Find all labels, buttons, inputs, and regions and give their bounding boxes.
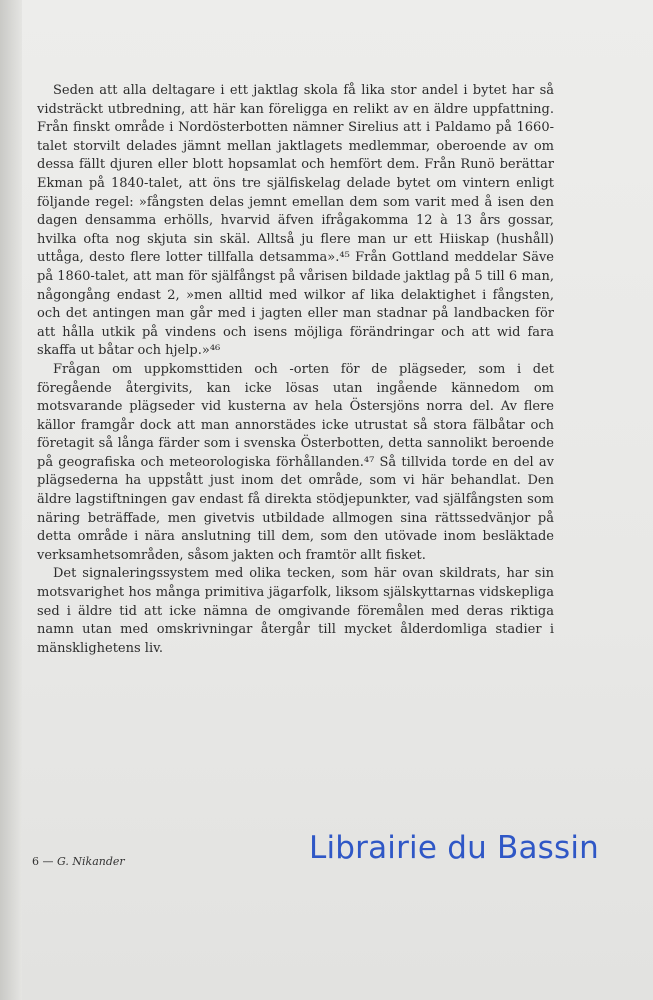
paragraph-1: Seden att alla deltagare i ett jaktlag skola få lika stor andel i bytet har så vidsträckt utbredning, att här kan föreligga en relikt av en äldre uppfattning. Från finskt område i Nordösterbotten nämner Sirelius att i Paldamo på 1660-talet storvilt delades jämnt mellan jaktlagets medlemmar, oberoende av om dessa fällt djuren eller blott hopsamlat och hemfört dem. Från Runö berättar Ekman på 1840-talet, att öns tre själfiskelag delade bytet om vintern enligt följande regel: »fångsten delas jemnt emellan dem som varit med å isen den dagen densamma erhölls, hvarvid äfven ifrågakomma 12 à 13 års gossar, hvilka ofta nog skjuta sin skäl. Alltså ju flere man ur ett Hiiskap (hushåll) uttåga, desto flere lotter tillfalla detsamma».⁴⁵ Från Gottland meddelar Säve på 1860-talet, att man för själfångst på vårisen bildade jaktlag på 5 till 6 man, någongång endast 2, »men alltid med wilkor af lika delaktighet i fångsten, och det antingen man går med i jagten eller man stadnar på landbacken för att hålla utkik på vindens och isens möjliga förändringar och att wid fara skaffa ut båtar och hjelp.»⁴⁶ (37, 83, 554, 359)
seller-watermark: Librairie du Bassin (309, 830, 600, 866)
paragraph-3: Det signaleringssystem med olika tecken, som här ovan skildrats, har sin motsvarighet hos många primitiva jägarfolk, liksom själskyttarnas vidskepliga sed i äldre tid att icke nämna de omgivande föremålen med deras riktiga namn utan med omskrivningar återgår till mycket ålderdomliga stadier i mänsklighetens liv. (37, 566, 554, 656)
body-text (37, 82, 554, 658)
page-footer (32, 855, 125, 868)
footer-author: G. Nikander (57, 855, 125, 868)
page-number: 6 — (32, 855, 54, 868)
paragraph-2: Frågan om uppkomsttiden och -orten för de plägseder, som i det föregående återgivits, kan icke lösas utan ingående kännedom om motsvarande plägseder vid kusterna av hela Östersjöns norra del. Av flere källor framgår dock att man annorstädes icke utrustat så stora fälbåtar och företagit så långa färder som i svenska Österbotten, detta sannolikt beroende på geografiska och meteorologiska förhållanden.⁴⁷ Så tillvida torde en del av plägsederna ha uppstått just inom det område, som vi här behandlat. Den äldre lagstiftningen gav endast få direkta stödjepunkter, vad själfångsten som näring beträffade, men givetvis utbildade allmogen sina rättssedvänjor på detta område i nära anslutning till dem, som den utövade inom besläktade verksamhetsområden, såsom jakten och framtör allt fisket. (37, 361, 554, 563)
